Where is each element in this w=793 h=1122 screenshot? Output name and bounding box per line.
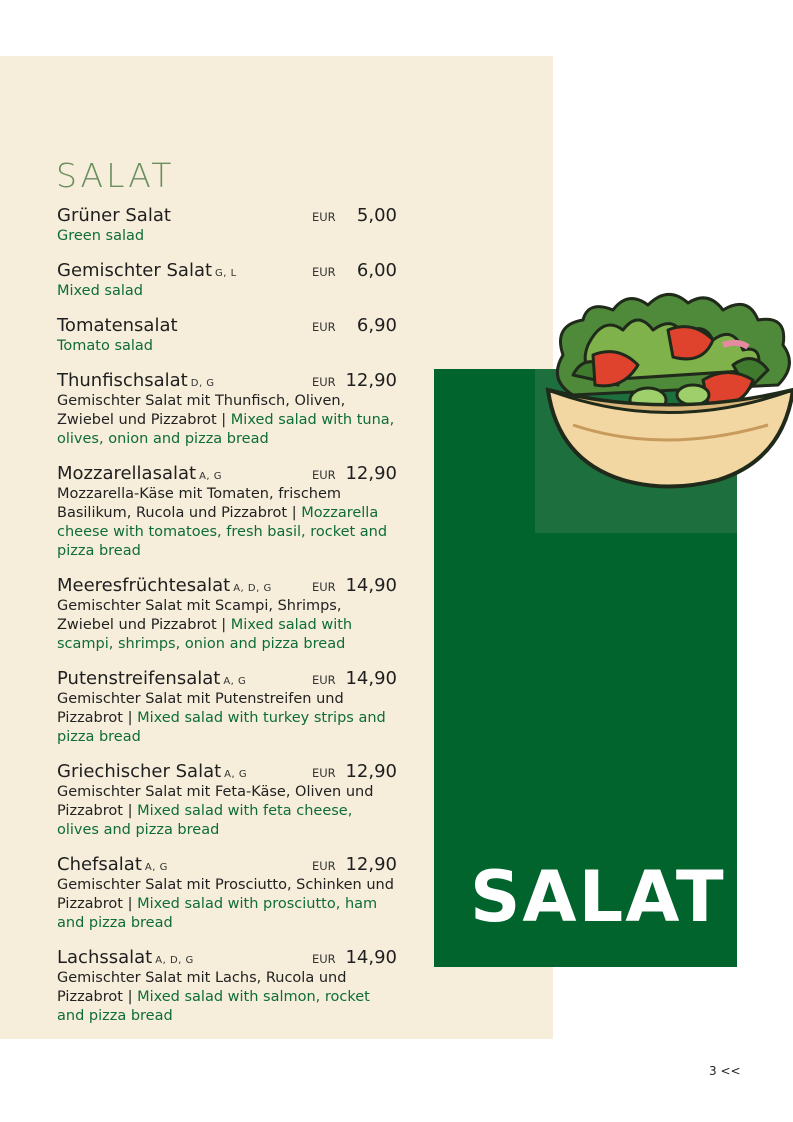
menu-item-description <box>57 969 397 1026</box>
menu-item-description <box>57 227 397 246</box>
menu-item-header <box>57 370 397 392</box>
menu-item-name: Mozzarellasalat <box>57 463 197 484</box>
menu-item-name: Griechischer Salat <box>57 761 222 782</box>
currency-label: EUR <box>312 320 336 334</box>
menu-item-price: 12,90 <box>345 370 397 391</box>
menu-item-description <box>57 337 397 356</box>
currency-label: EUR <box>312 766 336 780</box>
menu-item-description <box>57 783 397 840</box>
currency-label: EUR <box>312 580 336 594</box>
menu-item-description <box>57 282 397 301</box>
allergen-codes: G, L <box>215 268 237 279</box>
menu-item-price: 14,90 <box>345 575 397 596</box>
currency-label: EUR <box>312 859 336 873</box>
description-german: Gemischter Salat mit Lachs, Rucola und Pizzabrot <box>57 970 347 1005</box>
description-english: Mixed salad <box>57 283 143 299</box>
allergen-codes: A, G <box>223 676 247 687</box>
menu-item-name: Lachssalat <box>57 947 153 968</box>
description-english: Green salad <box>57 228 145 244</box>
menu-item-name: Gemischter Salat <box>57 260 213 281</box>
description-german: Gemischter Salat mit Prosciutto, Schinken und Pizzabrot <box>57 877 394 912</box>
description-english: Tomato salad <box>57 338 153 354</box>
menu-item-header <box>57 761 397 783</box>
menu-item-price: 12,90 <box>345 761 397 782</box>
menu-item-description <box>57 876 397 933</box>
description-separator: | <box>287 505 302 521</box>
description-english: Mixed salad with scampi, shrimps, onion and pizza bread <box>57 617 353 652</box>
allergen-codes: A, D, G <box>233 583 272 594</box>
salad-title-large: SALAT <box>470 856 726 938</box>
menu-item <box>57 947 397 1026</box>
currency-label: EUR <box>312 210 336 224</box>
currency-label: EUR <box>312 673 336 687</box>
description-separator: | <box>216 412 231 428</box>
menu-item-price: 14,90 <box>345 668 397 689</box>
menu-item-price: 12,90 <box>345 463 397 484</box>
description-german: Gemischter Salat mit Thunfisch, Oliven, Zwiebel und Pizzabrot <box>57 393 346 428</box>
menu-item <box>57 463 397 561</box>
allergen-codes: A, D, G <box>155 955 194 966</box>
menu-item-header <box>57 575 397 597</box>
description-separator: | <box>122 896 138 912</box>
currency-label: EUR <box>312 375 336 389</box>
description-separator: | <box>122 989 138 1005</box>
description-english: Mixed salad with turkey strips and pizza bread <box>57 710 386 745</box>
allergen-codes: D, G <box>190 378 215 389</box>
salad-bowl-illustration <box>543 285 793 497</box>
currency-label: EUR <box>312 952 336 966</box>
menu-item-header <box>57 260 397 282</box>
page-number: 3 << <box>709 1064 741 1078</box>
menu-item-header <box>57 315 397 337</box>
description-english: Mixed salad with tuna, olives, onion and pizza bread <box>57 412 395 447</box>
description-english: Mozzarella cheese with tomatoes, fresh basil, rocket and pizza bread <box>57 505 388 559</box>
menu-item-description <box>57 597 397 654</box>
menu-item <box>57 854 397 933</box>
description-german: Mozzarella-Käse mit Tomaten, frischem Basilikum, Rucola und Pizzabrot <box>57 486 342 521</box>
menu-item-description <box>57 392 397 449</box>
menu-item <box>57 575 397 654</box>
menu-item-price: 6,90 <box>356 315 397 336</box>
currency-label: EUR <box>312 265 336 279</box>
section-title: SALAT <box>56 156 175 195</box>
description-separator: | <box>122 710 138 726</box>
menu-item-name: Grüner Salat <box>57 205 171 226</box>
menu-item <box>57 205 397 246</box>
menu-item <box>57 315 397 356</box>
menu-item <box>57 761 397 840</box>
allergen-codes: A, G <box>199 471 223 482</box>
description-separator: | <box>216 617 231 633</box>
menu-item-header <box>57 463 397 485</box>
menu-item <box>57 260 397 301</box>
description-german: Gemischter Salat mit Scampi, Shrimps, Zwiebel und Pizzabrot <box>57 598 342 633</box>
description-german: Gemischter Salat mit Putenstreifen und Pizzabrot <box>57 691 344 726</box>
menu-item-price: 12,90 <box>345 854 397 875</box>
menu-item-description <box>57 485 397 561</box>
menu-item-price: 14,90 <box>345 947 397 968</box>
menu-item <box>57 370 397 449</box>
menu-item-name: Meeresfrüchtesalat <box>57 575 231 596</box>
menu-item-header <box>57 947 397 969</box>
allergen-codes: A, G <box>224 769 248 780</box>
menu-item-name: Tomatensalat <box>57 315 178 336</box>
menu-item-price: 6,00 <box>356 260 397 281</box>
menu-item-price: 5,00 <box>356 205 397 226</box>
menu-item-name: Putenstreifensalat <box>57 668 221 689</box>
menu-item-header <box>57 854 397 876</box>
menu-item-name: Thunfischsalat <box>57 370 188 391</box>
menu-item <box>57 668 397 747</box>
menu-list <box>57 205 397 1040</box>
description-english: Mixed salad with feta cheese, olives and pizza bread <box>57 803 353 838</box>
description-german: Gemischter Salat mit Feta-Käse, Oliven und Pizzabrot <box>57 784 374 819</box>
description-english: Mixed salad with salmon, rocket and pizza bread <box>57 989 370 1024</box>
description-separator: | <box>122 803 138 819</box>
description-english: Mixed salad with prosciutto, ham and pizza bread <box>57 896 378 931</box>
allergen-codes: A, G <box>144 862 168 873</box>
menu-item-description <box>57 690 397 747</box>
menu-item-header <box>57 205 397 227</box>
currency-label: EUR <box>312 468 336 482</box>
menu-item-name: Chefsalat <box>57 854 142 875</box>
menu-item-header <box>57 668 397 690</box>
